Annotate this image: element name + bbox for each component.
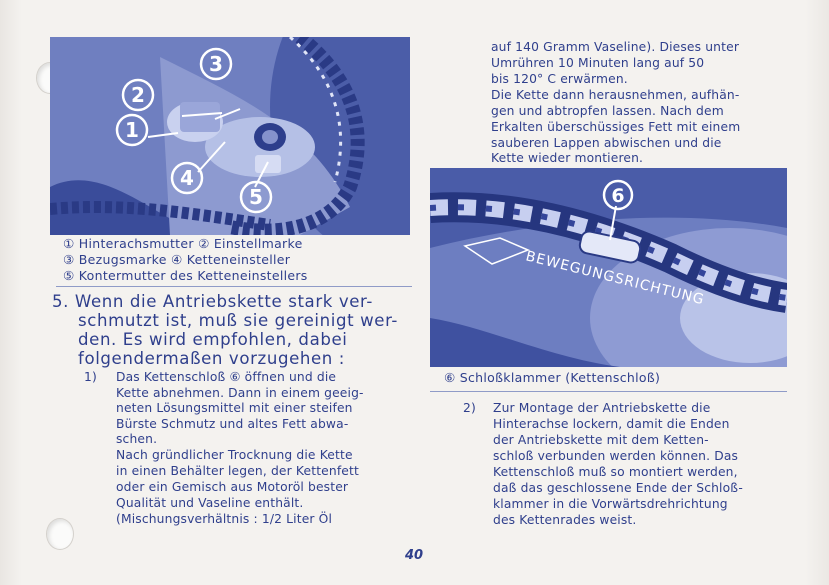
substep1-number: 1) xyxy=(84,370,97,384)
legend-line-3: ⑤ Kontermutter des Ketteneinstellers xyxy=(63,268,308,283)
substep1-line: Das Kettenschloß ⑥ öffnen und die xyxy=(116,370,337,384)
marker-2: 2 xyxy=(131,83,145,107)
direction-label: BEWEGUNGSRICHTUNG xyxy=(524,248,707,309)
substep1-line: Bürste Schmutz und altes Fett abwa- xyxy=(116,417,349,431)
step5-line-2: schmutzt ist, muß sie gereinigt wer- xyxy=(78,311,399,330)
marker-5: 5 xyxy=(249,185,263,209)
marker-4: 4 xyxy=(180,166,194,190)
substep1-line: in einen Behälter legen, der Kettenfett xyxy=(116,464,359,478)
step5-line-1: 5. Wenn die Antriebskette stark ver- xyxy=(52,292,374,311)
substep2-line: der Antriebskette mit dem Ketten- xyxy=(493,433,709,447)
legend-line-1: ① Hinterachsmutter ② Einstellmarke xyxy=(63,236,303,251)
substep2-number: 2) xyxy=(463,401,476,415)
right-top-line: gen und abtropfen lassen. Nach dem xyxy=(491,104,724,118)
step5-line-3: den. Es wird empfohlen, dabei xyxy=(78,330,348,349)
page-number: 40 xyxy=(405,548,424,563)
step5-line-4: folgendermaßen vorzugehen : xyxy=(78,349,345,368)
substep2-line: Kettenschloß muß so montiert werden, xyxy=(493,465,738,479)
caption-chain-lock: ⑥ Schloßklammer (Kettenschloß) xyxy=(444,370,661,385)
substep2-line: schloß verbunden werden können. Das xyxy=(493,449,739,463)
legend-line-2: ③ Bezugsmarke ④ Ketteneinsteller xyxy=(63,252,291,267)
marker-3: 3 xyxy=(209,52,223,76)
substep1-line: neten Lösungsmittel mit einer steifen xyxy=(116,401,353,415)
substep1-line: (Mischungsverhältnis : 1/2 Liter Öl xyxy=(116,512,333,526)
marker-1: 1 xyxy=(125,118,139,142)
substep2-line: Hinterachse lockern, damit die Enden xyxy=(493,417,730,431)
right-top-line: sauberen Lappen abwischen und die xyxy=(491,136,722,150)
substep1-line: Nach gründlicher Trocknung die Kette xyxy=(116,448,353,462)
substep1-line: schen. xyxy=(116,432,158,446)
right-top-line: Erkalten überschüssiges Fett mit einem xyxy=(491,120,741,134)
substep2-line: klammer in die Vorwärtsdrehrichtung xyxy=(493,497,728,511)
caption-divider xyxy=(430,391,787,392)
right-top-line: bis 120° C erwärmen. xyxy=(491,72,628,86)
substep1-line: Kette abnehmen. Dann in einem geeig- xyxy=(116,386,364,400)
right-top-line: Umrühren 10 Minuten lang auf 50 xyxy=(491,56,705,70)
substep1-line: Qualität und Vaseline enthält. xyxy=(116,496,304,510)
substep2-line: daß das geschlossene Ende der Schloß- xyxy=(493,481,744,495)
binder-hole-bottom xyxy=(46,518,74,550)
right-top-line: Kette wieder montieren. xyxy=(491,151,644,165)
substep2-line: des Kettenrades weist. xyxy=(493,513,637,527)
legend-divider xyxy=(56,286,412,287)
substep2-line: Zur Montage der Antriebskette die xyxy=(493,401,711,415)
photo-rear-axle xyxy=(50,37,410,235)
marker-6: 6 xyxy=(611,185,625,207)
right-top-line: auf 140 Gramm Vaseline). Dieses unter xyxy=(491,40,740,54)
substep1-line: oder ein Gemisch aus Motoröl bester xyxy=(116,480,349,494)
photo-chain-lock xyxy=(430,168,787,367)
right-top-line: Die Kette dann herausnehmen, aufhän- xyxy=(491,88,740,102)
